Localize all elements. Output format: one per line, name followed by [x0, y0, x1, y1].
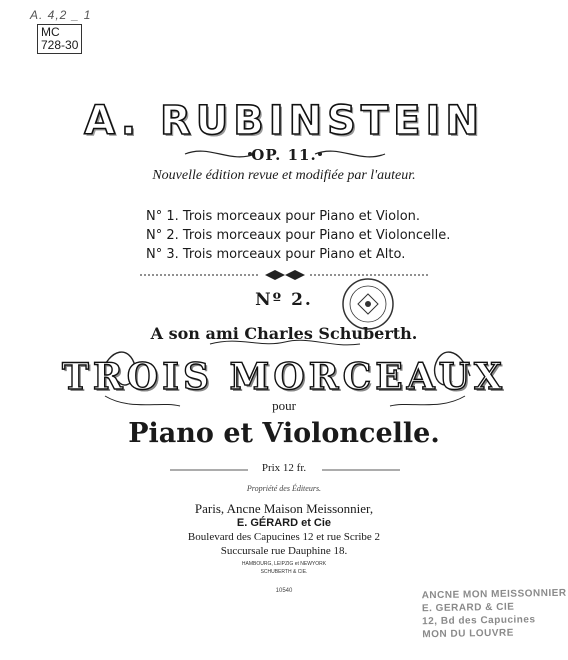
plate-number: 10540 — [275, 588, 293, 594]
composer-name: A. RUBINSTEIN — [84, 98, 484, 144]
contents-item-2: N° 2. Trois morceaux pour Piano et Violoncelle. — [146, 228, 451, 243]
contents-item-3: N° 3. Trois morceaux pour Piano et Alto. — [146, 247, 406, 262]
dealer-stamp — [422, 587, 565, 641]
shelfmark-label — [37, 24, 82, 54]
price: Prix 12 fr. — [261, 462, 307, 474]
stamp-line4: MON DU LOUVRE — [422, 627, 514, 641]
piece-number: Nº 2. — [255, 290, 313, 310]
edition-note: Nouvelle édition revue et modifiée par l'auteur. — [152, 168, 416, 183]
pour-label: pour — [272, 398, 296, 413]
stamp-line3: 12, Bd des Capucines — [422, 614, 536, 628]
publisher-line2: E. GÉRARD et Cie — [236, 517, 332, 529]
dedication: A son ami Charles Schuberth. — [150, 324, 418, 343]
stamp-line1: ANCNE MON MEISSONNIER — [421, 587, 567, 602]
opus-number: OP. 11. — [251, 146, 317, 164]
publisher-line6: SCHUBERTH & CIE. — [260, 569, 308, 575]
deposit-note: Propriété des Éditeurs. — [246, 484, 322, 493]
work-title: TROIS MORCEAUX — [62, 356, 506, 398]
publisher-line1: Paris, Ancne Maison Meissonnier, — [194, 501, 374, 516]
pencil-note: A. 4,2 _ 1 — [30, 8, 92, 22]
instrumentation: Piano et Violoncelle. — [128, 418, 440, 449]
publisher-line5: HAMBOURG, LEIPZIG et NEWYORK — [241, 561, 327, 567]
stamp-line2: E. GERARD & CIE — [421, 601, 515, 615]
publisher-line3: Boulevard des Capucines 12 et rue Scribe 2 — [187, 531, 381, 543]
shelfmark-line1: MC — [41, 25, 60, 39]
contents-list — [146, 207, 450, 264]
contents-item-1: N° 1. Trois morceaux pour Piano et Violon. — [146, 209, 421, 224]
publisher-line4: Succursale rue Dauphine 18. — [220, 545, 348, 557]
shelfmark-line2: 728-30 — [41, 38, 79, 52]
